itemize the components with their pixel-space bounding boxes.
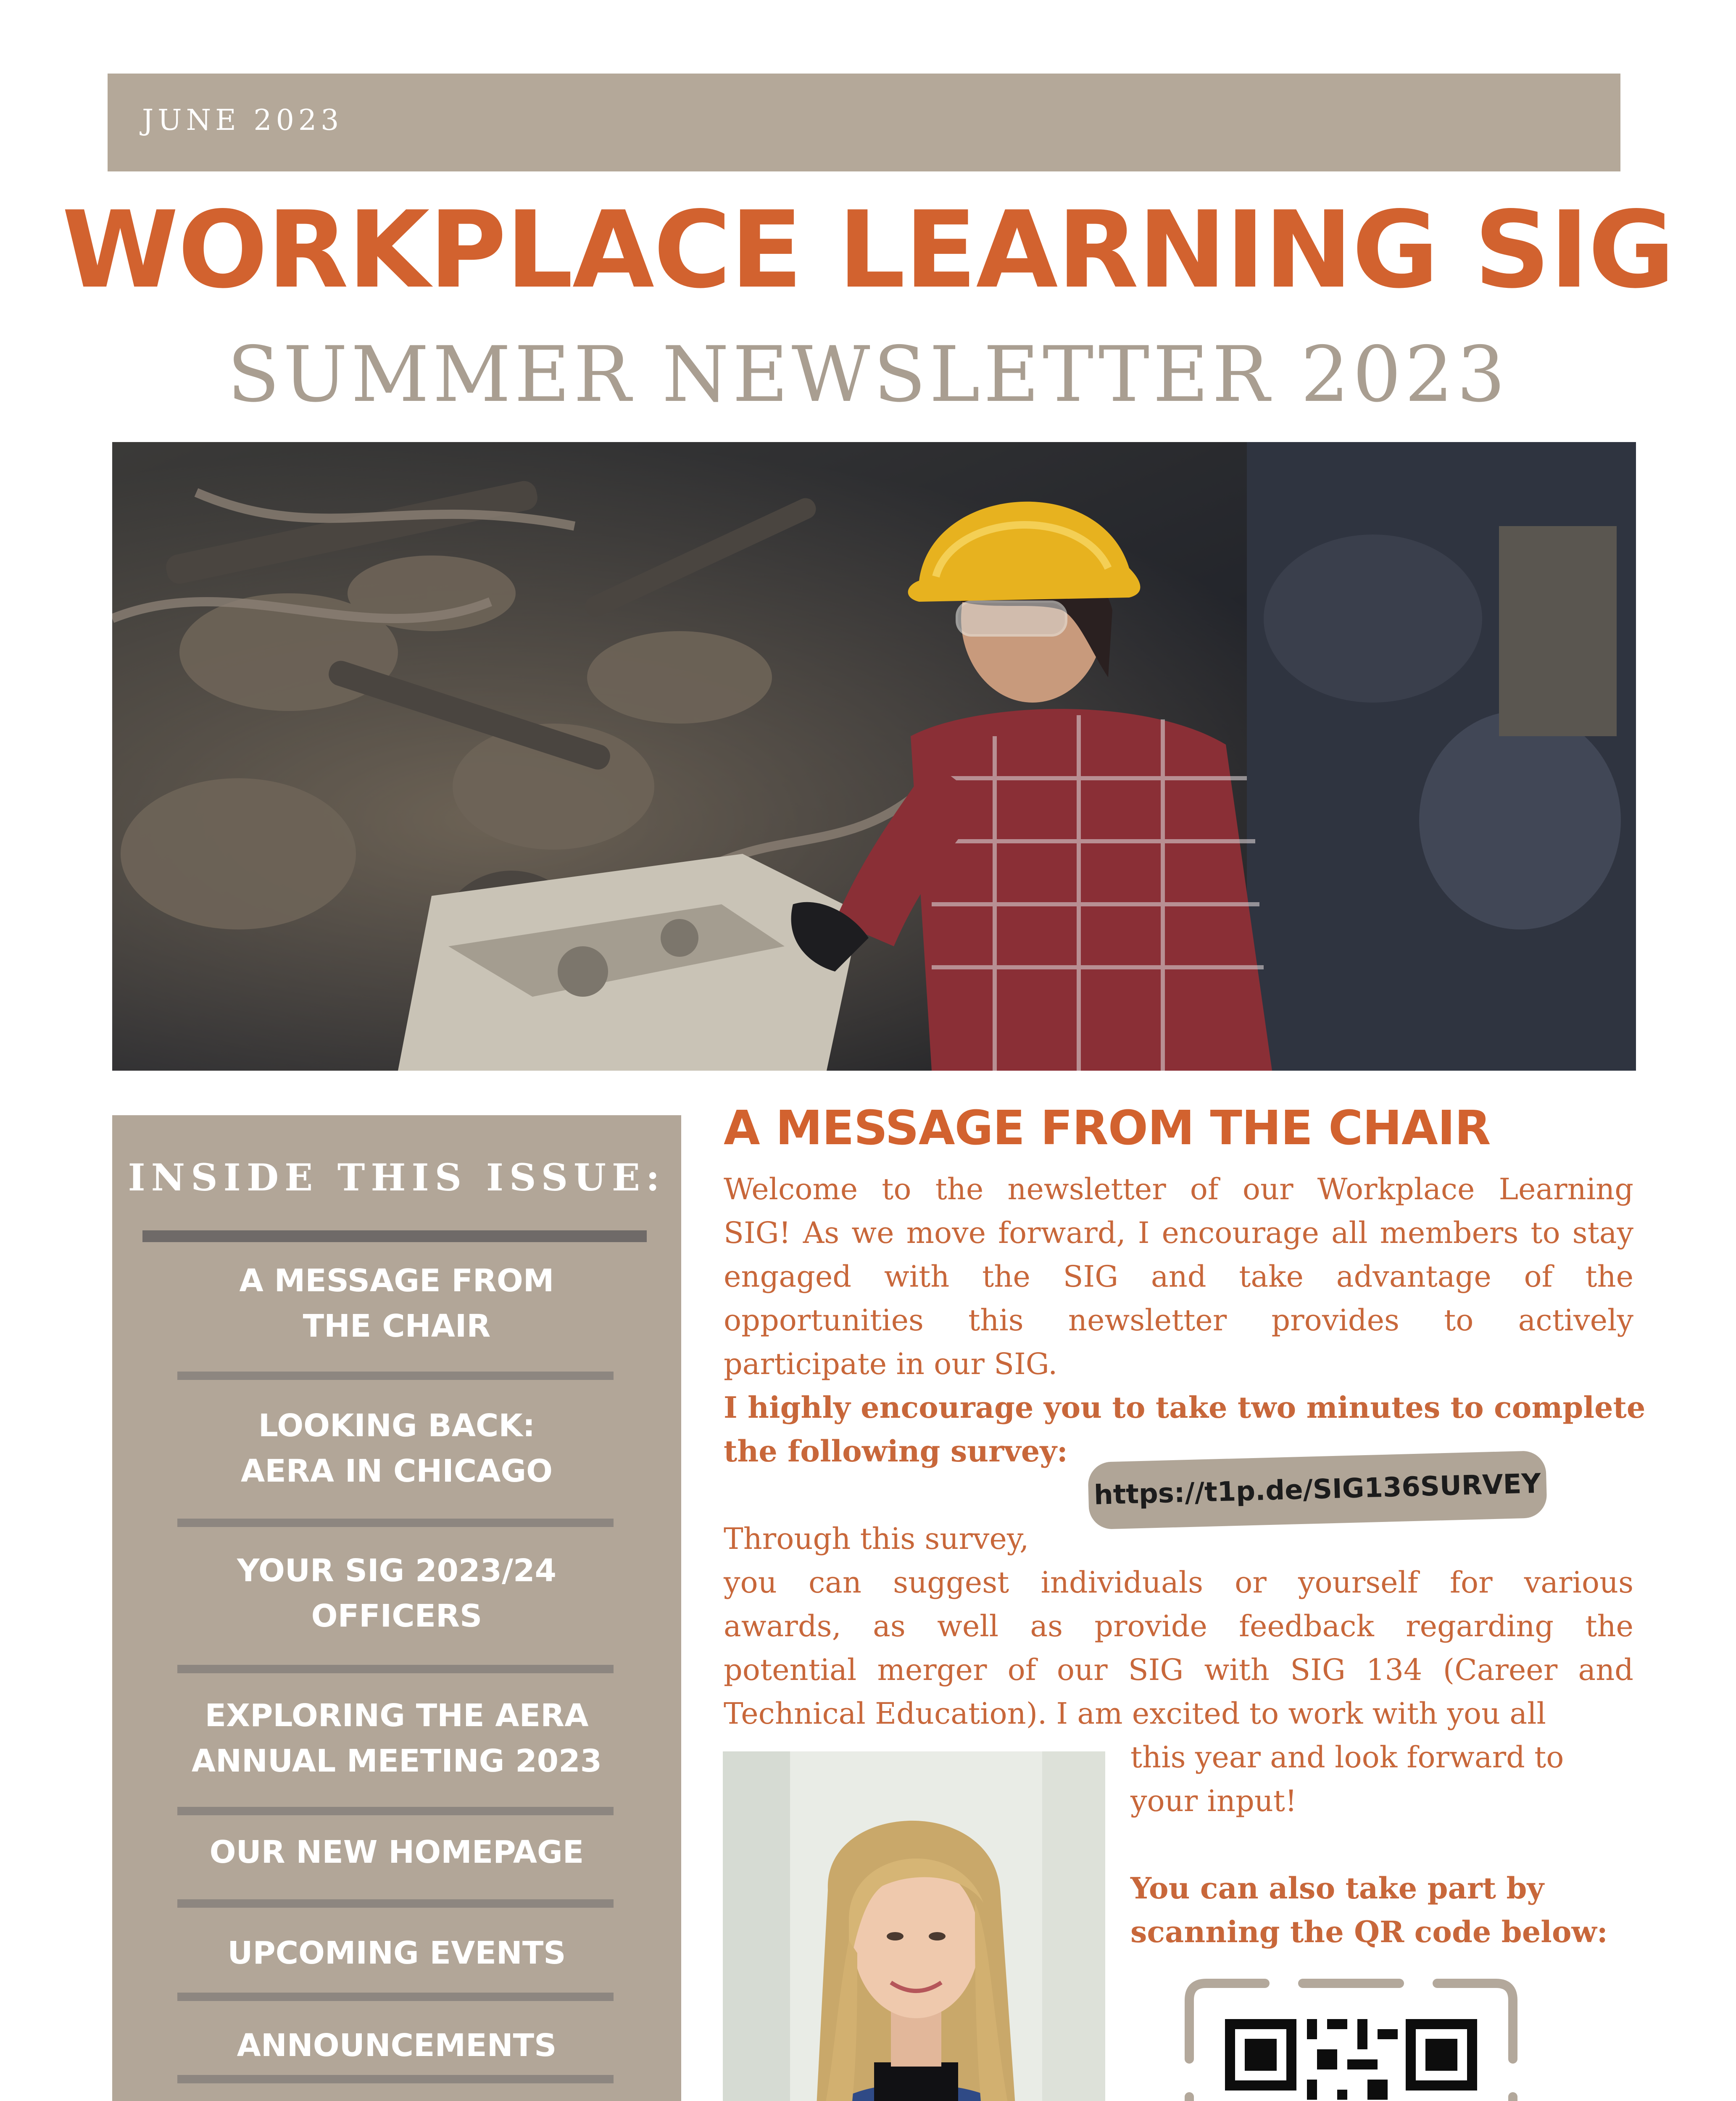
qr-code-icon xyxy=(1181,1975,1521,2101)
newsletter-subtitle: SUMMER NEWSLETTER 2023 xyxy=(227,330,1509,419)
survey-qr-code[interactable] xyxy=(1181,1975,1521,2101)
date-band xyxy=(108,74,1620,171)
issue-date: JUNE 2023 xyxy=(142,104,343,137)
survey-link[interactable] xyxy=(1088,1451,1547,1530)
survey-url[interactable]: https://t1p.de/SIG136SURVEY xyxy=(1093,1468,1541,1511)
toc-divider xyxy=(177,1665,614,1673)
toc-item-message-from-chair[interactable]: A MESSAGE FROM THE CHAIR xyxy=(239,1263,554,1344)
toc-item-annual-meeting[interactable]: EXPLORING THE AERA ANNUAL MEETING 2023 xyxy=(191,1698,602,1779)
qr-prompt: You can also take part by scanning the QR code below: xyxy=(1130,1871,1608,1949)
contents-heading: INSIDE THIS ISSUE: xyxy=(128,1156,666,1199)
workshop-illustration xyxy=(112,442,1636,1071)
toc-item-upcoming-events[interactable]: UPCOMING EVENTS xyxy=(227,1935,566,1971)
toc-divider xyxy=(177,1899,614,1908)
newsletter-title: WORKPLACE LEARNING SIG xyxy=(62,189,1674,312)
toc-item-announcements[interactable]: ANNOUNCEMENTS xyxy=(237,2027,557,2064)
toc-item-looking-back[interactable]: LOOKING BACK: AERA IN CHICAGO xyxy=(240,1408,553,1489)
toc-divider xyxy=(177,1372,614,1380)
survey-paragraph: you can suggest individuals or yourself for various awards, as well as provide feedback regarding the potential merger of our SIG with SIG 134 (Career and Technical Education). I am excited to work with you all xyxy=(724,1565,1633,1731)
toc-item-homepage[interactable]: OUR NEW HOMEPAGE xyxy=(209,1834,584,1870)
chair-portrait xyxy=(723,1751,1105,2101)
contents-divider xyxy=(142,1230,647,1242)
closing-paragraph: this year and look forward to your input! xyxy=(1130,1740,1564,1818)
toc-divider xyxy=(177,2075,614,2083)
survey-intro: Through this survey, xyxy=(724,1522,1029,1556)
toc-divider xyxy=(177,1519,614,1527)
survey-encouragement: I highly encourage you to take two minutes to complete the following survey: xyxy=(724,1390,1646,1469)
portrait-illustration xyxy=(723,1751,1105,2101)
hero-photo xyxy=(112,442,1636,1071)
message-heading: A MESSAGE FROM THE CHAIR xyxy=(724,1101,1491,1156)
toc-divider xyxy=(177,1807,614,1815)
issue-contents-sidebar xyxy=(112,1115,681,2101)
toc-divider xyxy=(177,1993,614,2001)
toc-item-officers[interactable]: YOUR SIG 2023/24 OFFICERS xyxy=(237,1553,556,1634)
welcome-paragraph: Welcome to the newsletter of our Workplace Learning SIG! As we move forward, I encourage all members to stay engaged with the SIG and take advantage of the opportunities this newsletter provides to actively participate in our SIG. xyxy=(724,1172,1633,1381)
